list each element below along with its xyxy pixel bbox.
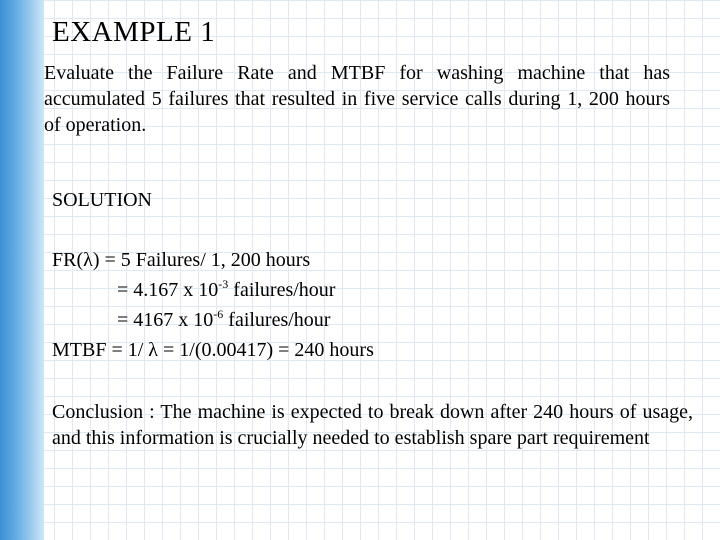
step-1-suffix: failures/hour <box>228 279 336 301</box>
mtbf-line: MTBF = 1/ λ = 1/(0.00417) = 240 hours <box>52 339 374 361</box>
step-1-exponent: -3 <box>218 277 229 291</box>
step-2-prefix: = 4167 x 10 <box>117 309 214 331</box>
conclusion-text: Conclusion : The machine is expected to break down after 240 hours of usage, and this information is crucially needed to establish spare part requirement <box>52 401 693 449</box>
problem-statement: Evaluate the Failure Rate and MTBF for washing machine that has accumulated 5 failures that resulted in five service calls during 1, 200 hours of operation. <box>44 62 670 136</box>
step-2-suffix: failures/hour <box>223 309 331 331</box>
step-1-prefix: = 4.167 x 10 <box>117 279 219 301</box>
slide-title: EXAMPLE 1 <box>52 16 216 48</box>
solution-heading: SOLUTION <box>52 189 152 211</box>
failure-rate-step-2 <box>117 309 330 332</box>
failure-rate-line: FR(λ) = 5 Failures/ 1, 200 hours <box>52 249 311 271</box>
failure-rate-step-1 <box>117 279 335 302</box>
step-2-exponent: -6 <box>213 307 224 321</box>
